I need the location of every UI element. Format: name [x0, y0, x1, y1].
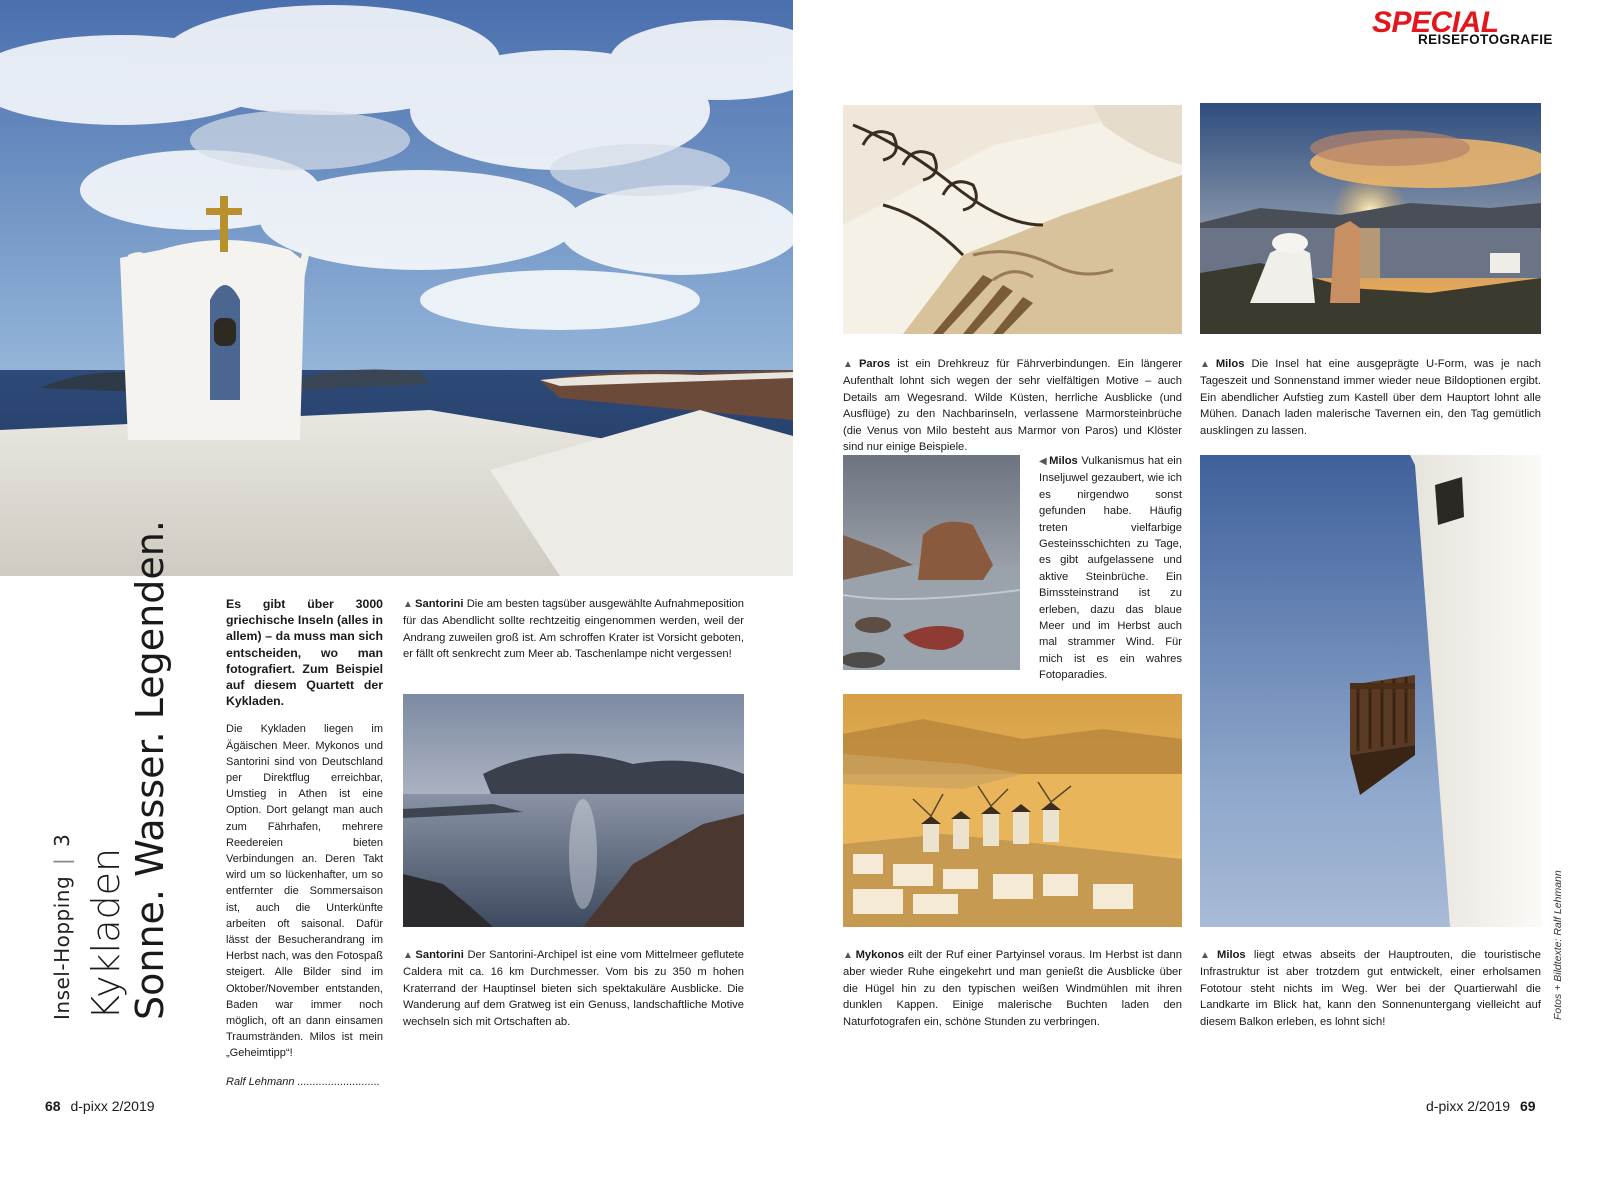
- caption-milos-bottom: [1200, 947, 1541, 1030]
- photo-milos-rock: [843, 455, 1020, 670]
- up-arrow-icon: ▲: [403, 950, 414, 961]
- left-arrow-icon: ◀: [1039, 456, 1048, 467]
- caption-santorini-top: [403, 596, 744, 663]
- photo-credit: Fotos + Bildtexte: Ralf Lehmann: [1552, 870, 1564, 1020]
- intro-lead: Es gibt über 3000 griechische Inseln (alles in allem) – da muss man sich entscheiden, wo man fotografiert. Zum Beispiel auf diesem Quartett der Kykladen.: [226, 597, 383, 709]
- caption-milos-mid: [1039, 453, 1182, 684]
- author-signature: Ralf Lehmann ...........................: [226, 1075, 381, 1088]
- headline: Kykladen: [84, 847, 128, 1020]
- caption-milos-top: [1200, 356, 1541, 439]
- caption-text: liegt etwas abseits der Hauptrouten, die touristische Infrastruktur ist aber trotzdem gut entwickelt, einer erholsamen Fototour steht nichts im Weg. Wer bei der Quartierwahl die Landkarte im Blick hat, kann den Sonnenuntergang vielleicht auf diesem Balkon erleben, es lohnt sich!: [1200, 949, 1541, 1028]
- intro-column: [226, 596, 383, 1090]
- magazine-issue-right: d-pixx 2/2019: [1426, 1098, 1511, 1114]
- caption-paros: [843, 356, 1182, 455]
- series-label: Insel-Hopping | 3: [50, 833, 74, 1020]
- page-number-right: 69: [1519, 1098, 1536, 1114]
- caption-place: Paros: [858, 358, 891, 370]
- up-arrow-icon: ▲: [1200, 950, 1216, 961]
- caption-place: Santorini: [415, 598, 464, 610]
- caption-place: Milos: [1049, 455, 1078, 467]
- caption-place: Santorini: [415, 949, 464, 961]
- subline: Sonne. Wasser. Legenden.: [128, 520, 172, 1020]
- series-number: 3: [50, 833, 74, 847]
- caption-text: Der Santorini-Archipel ist eine vom Mittelmeer geflutete Caldera mit ca. 16 km Durchmesser. Vom bis zu 350 m hohen Kraterrand der Hauptinsel bieten sich spektakuläre Ausblicke. Die Wanderung auf dem Gratweg ist ein Genuss, landschaftliche Motive wechseln sich mit Ortschaften ab.: [403, 949, 744, 1028]
- photo-milos-balcony: [1200, 455, 1541, 927]
- special-subtitle: REISEFOTOGRAFIE: [1418, 32, 1553, 47]
- caption-text: Die Insel hat eine ausgeprägte U-Form, was je nach Tageszeit und Sonnenstand immer wieder neue Bildoptionen ergibt. Ein abendlicher Aufstieg zum Kastell über dem Hauptort lohnt alle Mühen. Danach laden malerische Tavernen ein, den Tag gemütlich ausklingen zu lassen.: [1200, 358, 1541, 437]
- photo-mykonos-windmills: [843, 694, 1182, 927]
- photo-credit-block: [1552, 870, 1572, 1160]
- up-arrow-icon: ▲: [403, 599, 414, 610]
- series-name: Insel-Hopping: [50, 875, 74, 1020]
- caption-text: ist ein Drehkreuz für Fährverbindungen. Ein längerer Aufenthalt lohnt sich wegen der sehr vielfältigen Motive – auch Details am Wegesrand. Wilde Küsten, herrliche Ausblicke (und Ausflüge) zu den Nachbarinseln, verlassene Marmorsteinbrüche (die Venus von Milo besteht aus Marmor von Paros) und Klöster sind nur einige Beispiele.: [843, 358, 1182, 454]
- caption-text: Die am besten tagsüber ausgewählte Aufnahmeposition für das Abendlicht sollte rechtzeitig eingenommen werden, weil der Andrang zuweilen groß ist. Am schroffen Krater ist Vorsicht geboten, er fällt oft senkrecht zum Meer ab. Taschenlampe nicht vergessen!: [403, 598, 744, 661]
- photo-paros-stairs: [843, 105, 1182, 334]
- up-arrow-icon: ▲: [843, 950, 854, 961]
- photo-santorini-caldera: [403, 694, 744, 927]
- special-title: SPECIAL: [1372, 6, 1499, 39]
- hero-photo-bell-tower: [0, 0, 793, 576]
- up-arrow-icon: ▲: [843, 359, 857, 370]
- caption-santorini-bottom: [403, 947, 744, 1030]
- caption-place: Milos: [1217, 949, 1246, 961]
- magazine-issue-left: d-pixx 2/2019: [70, 1098, 155, 1114]
- photo-milos-sunset: [1200, 103, 1541, 334]
- up-arrow-icon: ▲: [1200, 359, 1214, 370]
- footer-left: [45, 1098, 155, 1114]
- page-number-left: 68: [45, 1098, 61, 1114]
- caption-text: Vulkanismus hat ein Inseljuwel gezaubert, wie ich es nirgendwo sonst gefunden habe. Häufig treten vielfarbige Gesteinsschichten zu Tage, es gibt aufgelassene und aktive Steinbrüche. Ein Bimssteinstrand ist zu erleben, dazu das blaue Meer und im Herbst auch mal strammer Wind. Für mich ist es ein wahres Fotoparadies.: [1039, 455, 1182, 682]
- footer-right: [1426, 1098, 1536, 1114]
- caption-place: Mykonos: [855, 949, 905, 961]
- caption-text: eilt der Ruf einer Partyinsel voraus. Im Herbst ist dann aber wieder Ruhe eingekehrt und man genießt die Ausblicke über die Hügel hin zu den typischen weißen Windmühlen mit ihren dunklen Kappen. Einige malerische Buchten laden den Naturfotografen ein, schöne Stunden zu verbringen.: [843, 949, 1182, 1028]
- caption-mykonos: [843, 947, 1182, 1030]
- caption-place: Milos: [1215, 358, 1245, 370]
- vertical-title-rotated: [48, 520, 172, 1020]
- intro-body: Die Kykladen liegen im Ägäischen Meer. Mykonos und Santorini sind von Deutschland per Direktflug erreichbar, Umstieg in Athen ist eine Option. Dort gelangt man auch zum Fährhafen, mehrere Reedereien bieten Verbindungen an. Deren Takt wird um so lückenhafter, um so entfernter die Sommersaison ist, auch die Unterkünfte arbeiten oft saisonal. Dafür lässt der Besucherandrang im Herbst nach, was den Fotospaß steigert. Alle Bilder sind im Oktober/November entstanden, Baden war immer noch möglich, oft an dann einsamen Traumstränden. Milos ist mein „Geheimtipp“!: [226, 723, 383, 1060]
